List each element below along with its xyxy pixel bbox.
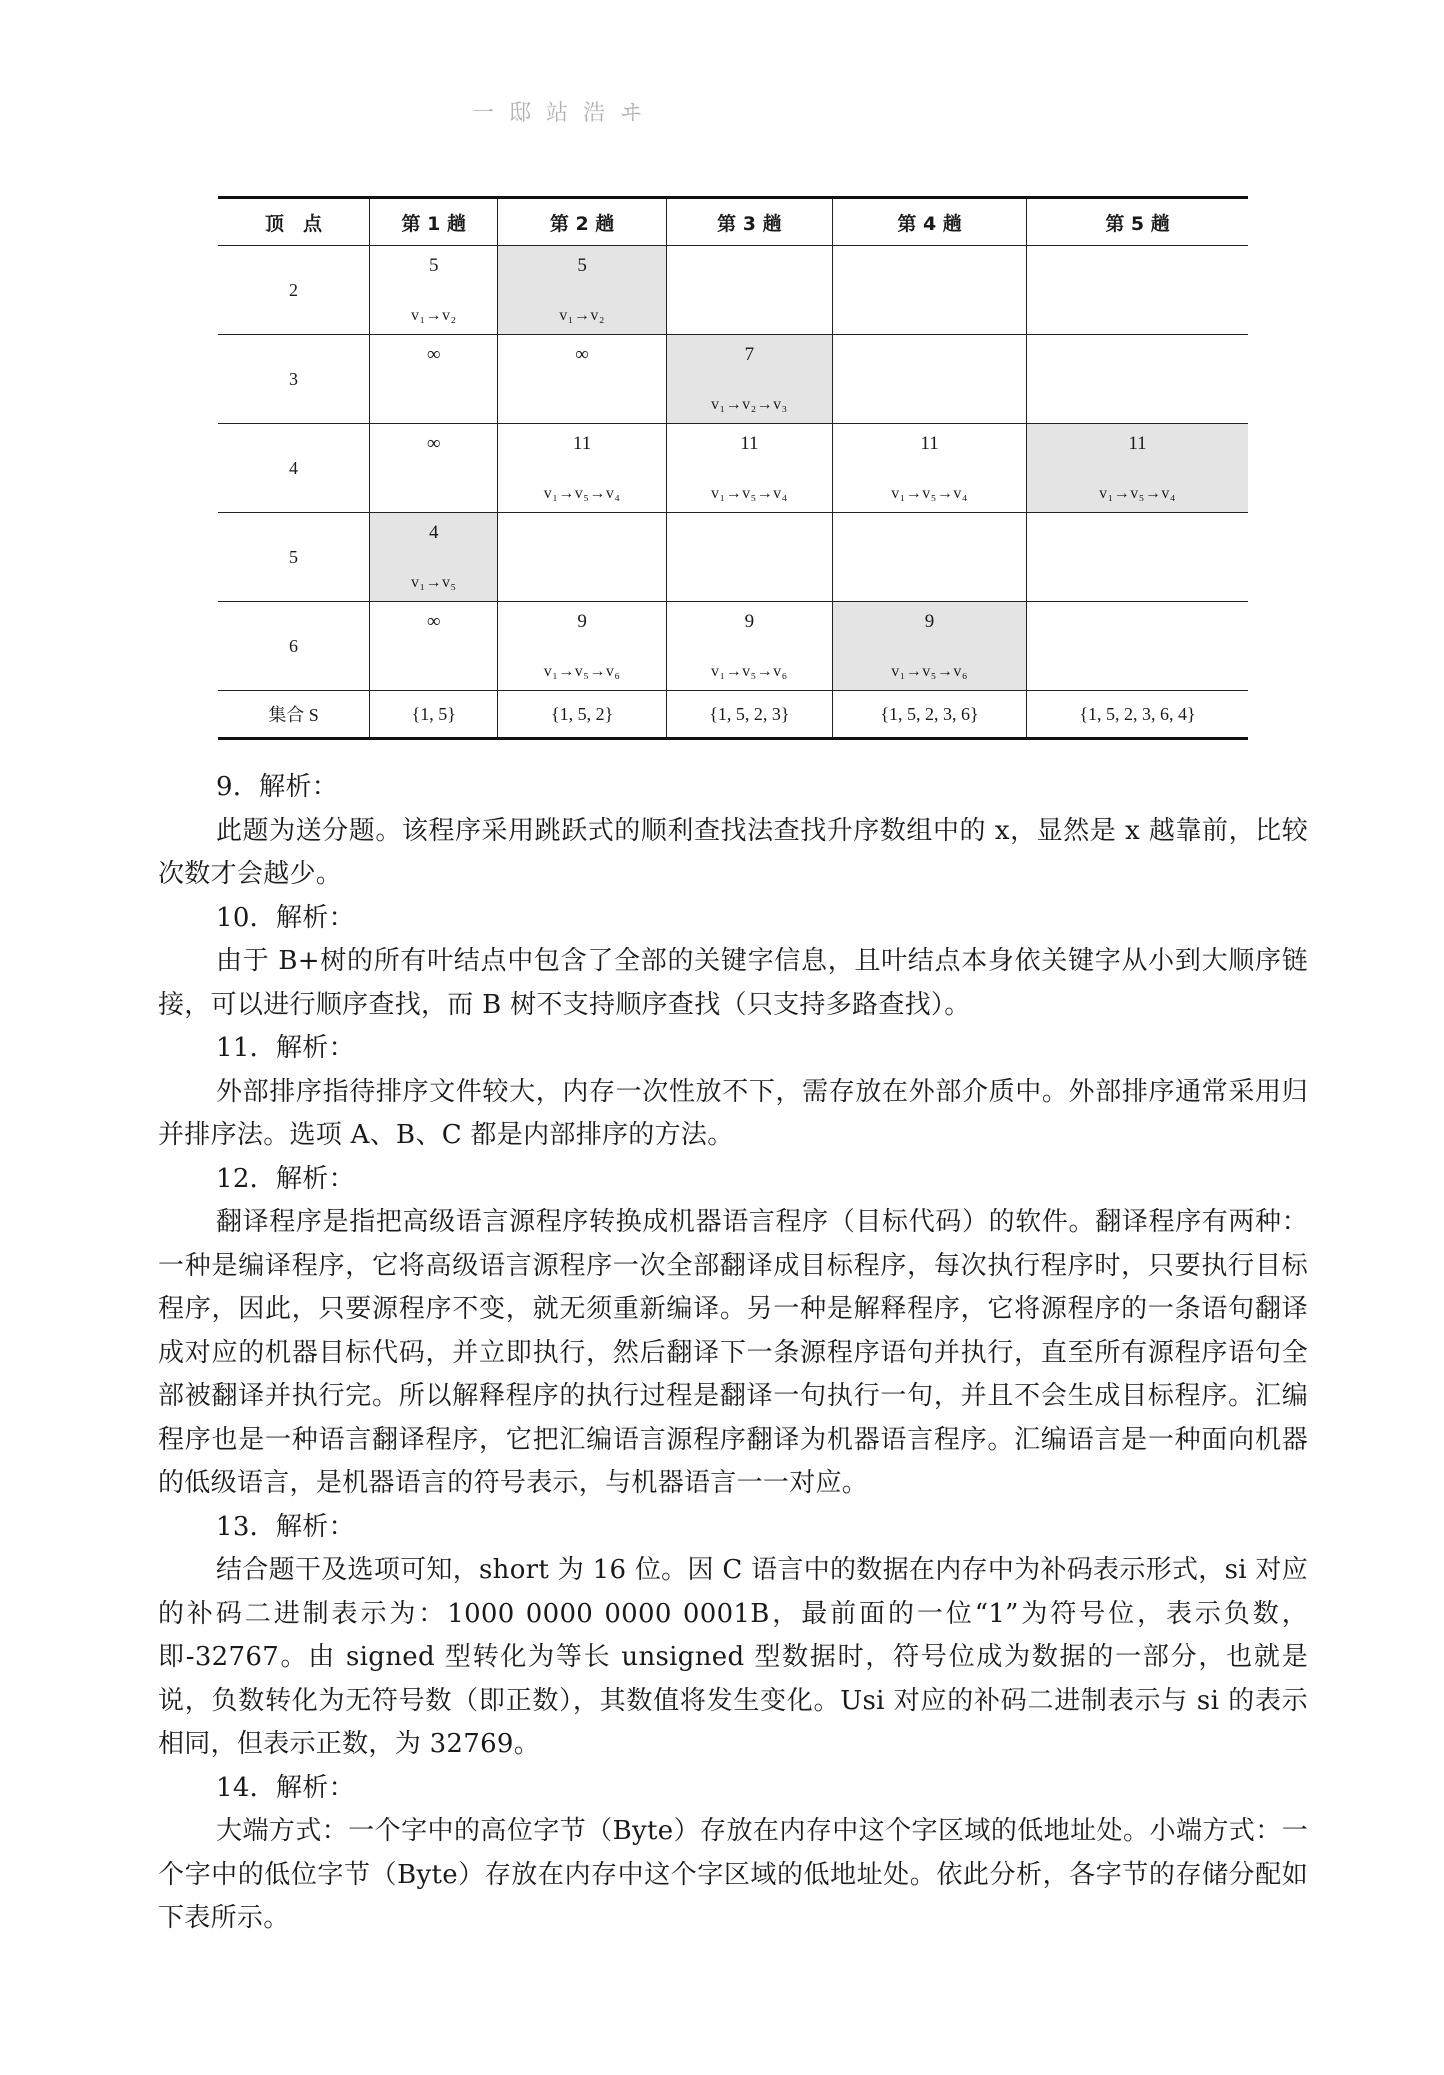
path-value: v₁→v₅→v₆ xyxy=(543,663,621,680)
distance-cell xyxy=(498,424,666,513)
distance-value: 5 xyxy=(429,255,439,276)
section-heading: 12．解析： xyxy=(216,1163,355,1194)
distance-value: ∞ xyxy=(426,433,441,454)
section-paragraph: 翻译程序是指把高级语言源程序转换成机器语言程序（目标代码）的软件。翻译程序有两种：一种是编译程序，它将高级语言源程序一次全部翻译成目标程序，每次执行程序时，只要执行目标程序，因此，只要源程序不变，就无须重新编译。另一种是解释程序，它将源程序的一条语句翻译成对应的机器目标代码，并立即执行，然后翻译下一条源程序语句并执行，直至所有源程序语句全部被翻译并执行完。所以解释程序的执行过程是翻译一句执行一句，并且不会生成目标程序。汇编程序也是一种语言翻译程序，它把汇编语言源程序翻译为机器语言程序。汇编语言是一种面向机器的低级语言，是机器语言的符号表示，与机器语言一一对应。 xyxy=(158,1207,1308,1498)
set-label: 集合 S xyxy=(218,691,370,739)
distance-cell xyxy=(498,335,666,424)
distance-cell xyxy=(833,602,1027,691)
distance-cell xyxy=(370,513,498,602)
distance-cell xyxy=(370,246,498,335)
distance-value: 4 xyxy=(429,522,439,543)
distance-value: 11 xyxy=(740,433,759,454)
header-pass-1: 第 1 趟 xyxy=(370,198,498,246)
table-row xyxy=(218,246,1248,335)
path-value: v₁→v₅→v₆ xyxy=(711,663,788,680)
section-heading: 13．解析： xyxy=(216,1511,355,1542)
table-row xyxy=(218,335,1248,424)
vertex-cell: 4 xyxy=(218,424,370,513)
path-value: v₁→v₅→v₄ xyxy=(891,485,968,502)
vertex-cell: 3 xyxy=(218,335,370,424)
distance-cell xyxy=(370,424,498,513)
set-value: {1, 5, 2, 3} xyxy=(666,691,832,739)
header-vertex: 顶 点 xyxy=(218,198,370,246)
header-pass-2: 第 2 趟 xyxy=(498,198,666,246)
analysis-text xyxy=(158,766,1308,1941)
distance-cell xyxy=(370,335,498,424)
distance-cell xyxy=(370,602,498,691)
set-value: {1, 5, 2} xyxy=(498,691,666,739)
path-value: v₁→v₅→v₄ xyxy=(1099,485,1176,502)
section-paragraph: 结合题干及选项可知，short 为 16 位。因 C 语言中的数据在内存中为补码表示形式，si 对应的补码二进制表示为：1000 0000 0000 0001B，最前面的一位“1”为符号位，表示负数，即-32767。由 signed 型转化为等长 unsigned 型数据时，符号位成为数据的一部分，也就是说，负数转化为无符号数（即正数），其数值将发生变化。Usi 对应的补码二进制表示与 si 的表示相同，但表示正数，为 32769。 xyxy=(158,1555,1308,1759)
table-row xyxy=(218,513,1248,602)
distance-value: 5 xyxy=(577,255,587,276)
section-paragraph: 大端方式：一个字中的高位字节（Byte）存放在内存中这个字区域的低地址处。小端方式：一个字中的低位字节（Byte）存放在内存中这个字区域的低地址处。依此分析，各字节的存储分配如下表所示。 xyxy=(158,1816,1308,1933)
path-value: v₁→v₅→v₆ xyxy=(891,663,968,680)
vertex-cell: 2 xyxy=(218,246,370,335)
set-value: {1, 5, 2, 3, 6, 4} xyxy=(1027,691,1248,739)
distance-cell xyxy=(666,246,832,335)
path-value: v₁→v₂→v₃ xyxy=(711,396,788,413)
distance-cell xyxy=(1027,335,1248,424)
distance-cell xyxy=(498,513,666,602)
header-pass-3: 第 3 趟 xyxy=(666,198,832,246)
distance-cell xyxy=(666,424,832,513)
distance-cell xyxy=(1027,424,1248,513)
distance-cell xyxy=(1027,513,1248,602)
distance-cell xyxy=(666,335,832,424)
distance-value: 11 xyxy=(920,433,939,454)
page-header-mark: 一 邸 站 浩 ヰ xyxy=(472,101,646,126)
set-value: {1, 5, 2, 3, 6} xyxy=(833,691,1027,739)
distance-value: 11 xyxy=(572,433,592,454)
distance-value: ∞ xyxy=(575,344,589,365)
vertex-cell: 6 xyxy=(218,602,370,691)
table-header-row xyxy=(218,198,1248,246)
section-paragraph: 外部排序指待排序文件较大，内存一次性放不下，需存放在外部介质中。外部排序通常采用归并排序法。选项 A、B、C 都是内部排序的方法。 xyxy=(158,1076,1308,1150)
section-heading: 9．解析： xyxy=(216,772,339,802)
distance-cell xyxy=(833,246,1027,335)
section-heading: 11．解析： xyxy=(216,1033,355,1063)
section-paragraph: 此题为送分题。该程序采用跳跃式的顺利查找法查找升序数组中的 x，显然是 x 越靠前，比较次数才会越少。 xyxy=(158,815,1308,889)
set-row xyxy=(218,691,1248,739)
distance-value: 9 xyxy=(924,611,935,632)
path-value: v₁→v₅→v₄ xyxy=(711,485,788,502)
table-row xyxy=(218,424,1248,513)
distance-cell xyxy=(833,513,1027,602)
set-value: {1, 5} xyxy=(370,691,498,739)
distance-cell xyxy=(833,424,1027,513)
distance-cell xyxy=(666,602,832,691)
header-pass-4: 第 4 趟 xyxy=(833,198,1027,246)
header-pass-5: 第 5 趟 xyxy=(1027,198,1248,246)
path-value: v₁→v₅→v₄ xyxy=(543,485,621,502)
path-value: v₁→v₅ xyxy=(410,574,457,591)
path-value: v₁→v₂ xyxy=(410,307,457,324)
vertex-cell: 5 xyxy=(218,513,370,602)
distance-value: 11 xyxy=(1128,433,1147,454)
dijkstra-table xyxy=(218,196,1248,740)
distance-cell xyxy=(666,513,832,602)
distance-value: ∞ xyxy=(426,611,441,632)
section-paragraph: 由于 B+树的所有叶结点中包含了全部的关键字信息，且叶结点本身依关键字从小到大顺序链接，可以进行顺序查找，而 B 树不支持顺序查找（只支持多路查找）。 xyxy=(158,946,1308,1020)
distance-value: 9 xyxy=(577,611,587,632)
path-value: v₁→v₂ xyxy=(559,307,605,324)
distance-value: ∞ xyxy=(426,344,441,365)
table-row xyxy=(218,602,1248,691)
distance-cell xyxy=(1027,602,1248,691)
section-heading: 10．解析： xyxy=(216,902,355,933)
distance-cell xyxy=(833,335,1027,424)
section-heading: 14．解析： xyxy=(216,1772,355,1803)
distance-value: 7 xyxy=(744,344,755,365)
distance-cell xyxy=(1027,246,1248,335)
distance-value: 9 xyxy=(744,611,755,632)
distance-cell xyxy=(498,602,666,691)
distance-cell xyxy=(498,246,666,335)
